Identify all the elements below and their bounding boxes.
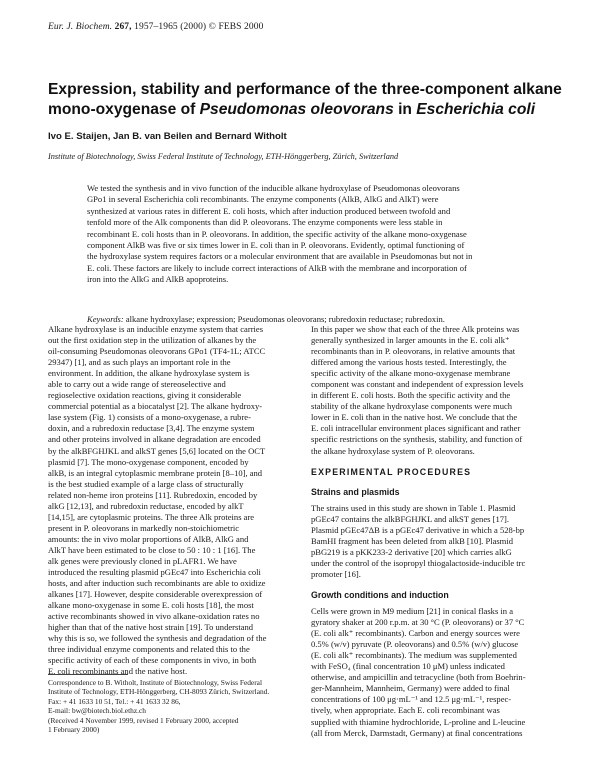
body-line: and other proteins involved in alkane degradation are encoded	[48, 434, 261, 445]
body-line: specific activity of the alkane mono-oxygenase membrane	[311, 368, 511, 379]
body-line: generally synthesized in larger amounts in the E. coli alk⁺	[311, 335, 510, 346]
title-text: in	[393, 101, 417, 118]
body-line: specific restrictions on the synthesis, stability, and function of	[311, 434, 523, 445]
title-species: Pseudomonas oleovorans	[199, 101, 394, 118]
body-line: environment. In addition, the alkane hydroxylase system is	[48, 368, 250, 379]
body-line: lase system (Fig. 1) consists of a mono-oxygenase, a rubre-	[48, 412, 251, 423]
abstract-line: We tested the synthesis and in vivo function of the inducible alkane hydroxylase of Pseudomonas oleovorans	[87, 183, 460, 193]
body-line: able to carry out a wide range of stereoselective and	[48, 379, 226, 390]
body-line: related non-heme iron proteins [11]. Rubredoxin, encoded by	[48, 489, 258, 500]
body-line: The strains used in this study are shown in Table 1. Plasmid	[311, 502, 516, 513]
body-line: alkane mono-oxygenase in some E. coli hosts [18], the most	[48, 600, 254, 611]
body-line: under the control of the isopropyl thiogalactoside-inducible trc	[311, 557, 526, 568]
body-line: promoter [16].	[311, 568, 361, 579]
body-line: component was constant and independent of expression levels	[311, 379, 524, 390]
subsection-heading: Growth conditions and induction	[311, 589, 449, 600]
body-line: In this paper we show that each of the three Alk proteins was	[311, 324, 520, 334]
body-line: regioselective oxidation reactions, giving it considerable	[48, 390, 242, 401]
subsection-heading: Strains and plasmids	[311, 486, 400, 497]
body-line: hosts, and after induction such recombinants are able to oxidize	[48, 578, 266, 589]
body-line: why this is so, we followed the synthesis and degradation of the	[48, 633, 267, 644]
correspondence-footnote	[48, 678, 290, 734]
body-line: alkG [12,13], and rubredoxin reductase, encoded by alkT	[48, 500, 244, 511]
right-column	[311, 324, 557, 739]
abstract-line: iron into the AlkG and AlkB apoproteins.	[87, 274, 229, 285]
body-line: Alkane hydroxylase is an inducible enzyme system that carries	[48, 324, 264, 334]
body-line: alkanes [17]. However, despite considerable overexpression of	[48, 589, 263, 600]
section-heading: EXPERIMENTAL PROCEDURES	[311, 466, 472, 477]
title-host: Escherichia coli	[416, 101, 536, 118]
body-line: concentrations of 100 μg·mL⁻¹ and 12.5 μg·mL⁻¹, respec-	[311, 694, 512, 705]
body-line: 29347) [1], and as such plays an important role in the	[48, 357, 231, 368]
keywords-label: Keywords:	[87, 314, 124, 324]
body-line: alk genes were previously cloned in pLAFR1. We have	[48, 555, 237, 566]
body-line: amounts: the in vivo molar proportions of AlkB, AlkG and	[48, 533, 249, 544]
body-line: three individual enzyme components and related this to the	[48, 644, 250, 655]
abstract-line: component AlkB was five or six times lower in E. coli than in P. oleovorans. Evidently, optimal functioning of	[87, 240, 465, 251]
abstract-line: the hydroxylase system requires factors or a molecular environment that are available in Pseudomonas but not in	[87, 251, 473, 262]
body-line: (E. coli alk⁺ recombinants). The medium was supplemented	[311, 650, 517, 661]
body-line: doxin, and a rubredoxin reductase [3,4]. The enzyme system	[48, 423, 255, 434]
journal-citation	[48, 22, 263, 32]
title-line-2	[48, 100, 568, 120]
body-line: ger-Mannheim, Mannheim, Germany) were added to final	[311, 683, 510, 694]
article-title	[48, 80, 568, 120]
body-line: out the first oxidation step in the utilization of alkanes by the	[48, 335, 257, 346]
abstract-line: recombinant E. coli hosts than in P. oleovorans. In addition, the specific activity of the alkane mono-oxygenase	[87, 228, 467, 239]
footnote-line: 1 February 2000)	[48, 725, 100, 735]
affiliation: Institute of Biotechnology, Swiss Federal Institute of Technology, ETH-Hönggerberg, Zürich, Switzerland	[48, 152, 399, 161]
footnote-line: E-mail: bw@biotech.biol.ethz.ch	[48, 706, 146, 716]
journal-name: Eur. J. Biochem.	[48, 22, 113, 32]
footnote-line: Correspondence to B. Witholt, Institute of Biotechnology, Swiss Federal	[48, 678, 263, 687]
body-line: alkB, is an integral cytoplasmic membrane protein [8–10], and	[48, 467, 263, 478]
body-line: by the alkBFGHJKL and alkST genes [5,6] located on the OCT	[48, 445, 266, 456]
keywords	[87, 314, 557, 324]
body-line: [14,15], are cytoplasmic proteins. The three Alk proteins are	[48, 511, 255, 522]
journal-volume: 267,	[114, 22, 132, 32]
body-line: introduced the resulting plasmid pGEc47 into Escherichia coli	[48, 567, 261, 578]
body-line: with FeSO₄ (final concentration 10 μM) unless indicated	[311, 661, 505, 672]
body-line: lower in E. coli than in the native host. We conclude that the	[311, 412, 518, 423]
footnote-divider	[48, 674, 128, 675]
title-text: mono-oxygenase of	[48, 101, 200, 118]
left-column	[48, 324, 290, 678]
abstract-line: synthesized at various rates in different E. coli hosts, which after induction produced between twofold and	[87, 205, 451, 216]
body-line: pBG219 is a pKK233-2 derivative [20] which carries alkG	[311, 546, 512, 557]
body-line: oil-consuming Pseudomonas oleovorans GPo1 (TF4-1L; ATCC	[48, 346, 266, 357]
body-line: BamHI fragment has been deleted from alkB [10]. Plasmid	[311, 535, 513, 546]
body-line: higher than that of the native host strain [19]. To understand	[48, 622, 254, 633]
body-line: supplied with thiamine hydrochloride, L-proline and L-leucine	[311, 716, 526, 727]
abstract	[87, 183, 557, 286]
body-line: recombinants than in P. oleovorans, in relative amounts that	[311, 346, 516, 357]
abstract-line: E. coli. These factors are likely to include correct interactions of AlkB with the membrane and incorporation of	[87, 262, 467, 273]
body-line: pGEc47 contains the alkBFGHJKL and alkST genes [17].	[311, 513, 509, 524]
body-line: present in P. oleovorans in markedly non-stoichiometric	[48, 522, 240, 533]
body-line: specific activity of each of these components in vivo, in both	[48, 655, 257, 666]
body-line: the alkane hydroxylase system of P. oleovorans.	[311, 445, 475, 456]
journal-pages-year: 1957–1965 (2000) © FEBS 2000	[134, 22, 264, 32]
body-line: stability of the alkane hydroxylase components were much	[311, 401, 513, 412]
keywords-list: alkane hydroxylase; expression; Pseudomonas oleovorans; rubredoxin reductase; rubredoxin.	[125, 314, 445, 324]
body-line: (all from Merck, Darmstadt, Germany) at final concentrations	[311, 727, 523, 738]
title-line-1: Expression, stability and performance of the three-component alkane	[48, 81, 562, 98]
body-line: active recombinants showed in vivo alkane-oxidation rates no	[48, 611, 260, 622]
body-line: E. coli recombinants and the native host.	[48, 666, 188, 677]
body-line: AlkT have been estimated to be close to 50 : 10 : 1 [16]. The	[48, 544, 256, 555]
body-line: in different E. coli hosts. Both the specific activity and the	[311, 390, 511, 401]
body-line: plasmid [7]. The mono-oxygenase component, encoded by	[48, 456, 249, 467]
body-line: otherwise, and ampicillin and tetracycline (both from Boehrin-	[311, 672, 526, 683]
body-line: 0.5% (w/v) pyruvate (P. oleovorans) and 0.5% (w/v) glucose	[311, 639, 519, 650]
body-line: commercial potential as a biocatalyst [2]. The alkane hydroxy-	[48, 401, 263, 412]
body-line: Cells were grown in M9 medium [21] in conical flasks in a	[311, 606, 513, 617]
footnote-line: Fax: + 41 1633 10 51, Tel.: + 41 1633 32 86,	[48, 696, 181, 706]
body-line: is the best studied example of a large class of structurally	[48, 478, 244, 489]
abstract-line: tenfold more of the Alk components than did P. oleovorans. The enzyme components were less stable in	[87, 217, 443, 228]
body-line: (E. coli alk⁺ recombinants). Carbon and energy sources were	[311, 628, 520, 639]
body-line: differed among the various hosts tested. Interestingly, the	[311, 357, 507, 368]
body-line: gyratory shaker at 200 r.p.m. at 30 °C (P. oleovorans) or 37 °C	[311, 617, 525, 628]
body-line: Plasmid pGEc47ΔB is a pGEc47 derivative in which a 528-bp	[311, 524, 525, 535]
abstract-line: GPo1 in several Escherichia coli recombinants. The enzyme components (AlkB, AlkG and AlkT) were	[87, 194, 439, 205]
author-list: Ivo E. Staijen, Jan B. van Beilen and Bernard Witholt	[48, 131, 287, 142]
footnote-line: Institute of Technology, ETH-Hönggerberg, CH-8093 Zürich, Switzerland.	[48, 687, 270, 697]
body-line: tively, when appropriate. Each E. coli recombinant was	[311, 705, 500, 716]
footnote-line: (Received 4 November 1999, revised 1 February 2000, accepted	[48, 715, 239, 725]
body-line: E. coli intracellular environment places significant and rather	[311, 423, 521, 434]
